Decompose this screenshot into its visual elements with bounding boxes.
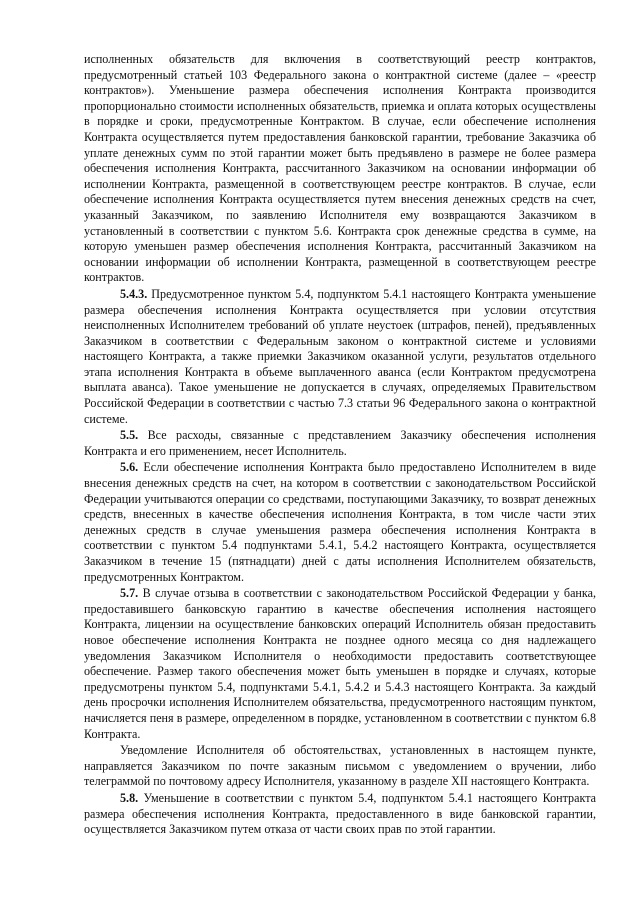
paragraph-text: Уведомление Исполнителя об обстоятельствах, установленных в настоящем пункте, направляется Заказчиком по почте заказным письмом с уведомлением о вручении, либо телеграммой по почтовому адресу Исполнителя, указанному в разделе XII настоящего Контракта.	[84, 743, 596, 789]
clause-text: В случае отзыва в соответствии с законодательством Российской Федерации у банка, предоставившего банковскую гарантию в качестве обеспечения исполнения настоящего Контракта, лицензии на осуществление банковских операций Исполнитель обязан предоставить новое обеспечение исполнения Контракта не позднее одного месяца со дня надлежащего уведомления Заказчиком Исполнителя о необходимости предоставить соответствующее обеспечение. Размер такого обеспечения может быть уменьшен в порядке и случаях, которые предусмотрены пунктом 5.4, подпунктами 5.4.1, 5.4.2 и 5.4.3 настоящего Контракта. За каждый день просрочки исполнения Исполнителем обязательства, предусмотренного настоящим пунктом, начисляется пеня в размере, определенном в порядке, установленном в соответствии с пунктом 6.8 Контракта.	[84, 586, 596, 741]
clause-text: Предусмотренное пунктом 5.4, подпунктом 5.4.1 настоящего Контракта уменьшение размера обеспечения исполнения Контракта осуществляется при условии отсутствия неисполненных Исполнителем требований об уплате неустоек (штрафов, пеней), предъявленных Заказчиком в соответствии с Федеральным законом о контрактной системе и условиями настоящего Контракта, а также приемки Заказчиком оказанной услуги, результатов отдельного этапа исполнения Контракта в объеме выплаченного аванса (если Контрактом предусмотрена выплата аванса). Такое уменьшение не допускается в случаях, определяемых Правительством Российской Федерации в соответствии с частью 7.3 статьи 96 Федерального закона о контрактной системе.	[84, 286, 596, 426]
paragraph-text: исполненных обязательств для включения в соответствующий реестр контрактов, предусмотренный статьей 103 Федерального закона о контрактной системе (далее – «реестр контрактов»). Уменьшение размера обеспечения исполнения Контракта производится пропорционально стоимости исполненных обязательств, приемка и оплата которых осуществлены в порядке и сроки, предусмотренные Контрактом. В случае, если обеспечение исполнения Контракта осуществляется путем предоставления банковской гарантии, требование Заказчика об уплате денежных сумм по этой гарантии может быть предъявлено в размере не более размера обеспечения исполнения Контракта, рассчитанного Заказчиком на основании информации об исполнении Контракта, размещенной в соответствующем реестре контрактов. В случае, если обеспечение исполнения Контракта осуществляется путем внесения денежных средств на счет, указанный Заказчиком, по заявлению Исполнителя ему возвращаются Заказчиком в установленный в соответствии с пунктом 5.6. Контракта срок денежные средства в сумме, на которую уменьшен размер обеспечения исполнения Контракта, рассчитанный Заказчиком на основании информации об исполнении Контракта, размещенной в соответствующем реестре контрактов.	[84, 52, 596, 285]
clause-5-7-notice	[84, 743, 596, 790]
clause-5-5	[84, 428, 596, 459]
clause-text: Уменьшение в соответствии с пунктом 5.4, подпунктом 5.4.1 настоящего Контракта размера обеспечения исполнения Контракта, предоставленного в виде банковской гарантии, осуществляется Заказчиком путем отказа от части своих прав по этой гарантии.	[84, 790, 596, 837]
clause-number: 5.8.	[120, 790, 139, 805]
clause-number: 5.4.3.	[120, 286, 148, 301]
paragraph-continuation	[84, 52, 596, 286]
clause-text: Если обеспечение исполнения Контракта было предоставлено Исполнителем в виде внесения денежных средств на счет, на котором в соответствии с законодательством Российской Федерации учитываются операции со средствами, поступающими Заказчику, то возврат денежных средств, внесенных в качестве обеспечения исполнения Контракта, в том числе части этих денежных средств в случае уменьшения размера обеспечения исполнения Контракта в соответствии с пунктом 5.4 подпунктами 5.4.1, 5.4.2 настоящего Контракта, осуществляется Заказчиком в течение 15 (пятнадцати) дней с даты исполнения Исполнителем обязательств, предусмотренных Контрактом.	[84, 460, 596, 584]
clause-5-8	[84, 791, 596, 838]
clause-5-7	[84, 586, 596, 742]
clause-number: 5.7.	[120, 586, 139, 601]
clause-number: 5.6.	[120, 460, 139, 475]
document-page	[84, 52, 596, 838]
clause-5-6	[84, 460, 596, 585]
clause-number: 5.5.	[120, 428, 139, 443]
clause-5-4-3	[84, 287, 596, 427]
clause-text: Все расходы, связанные с представлением Заказчику обеспечения исполнения Контракта и его применением, несет Исполнитель.	[84, 428, 596, 458]
